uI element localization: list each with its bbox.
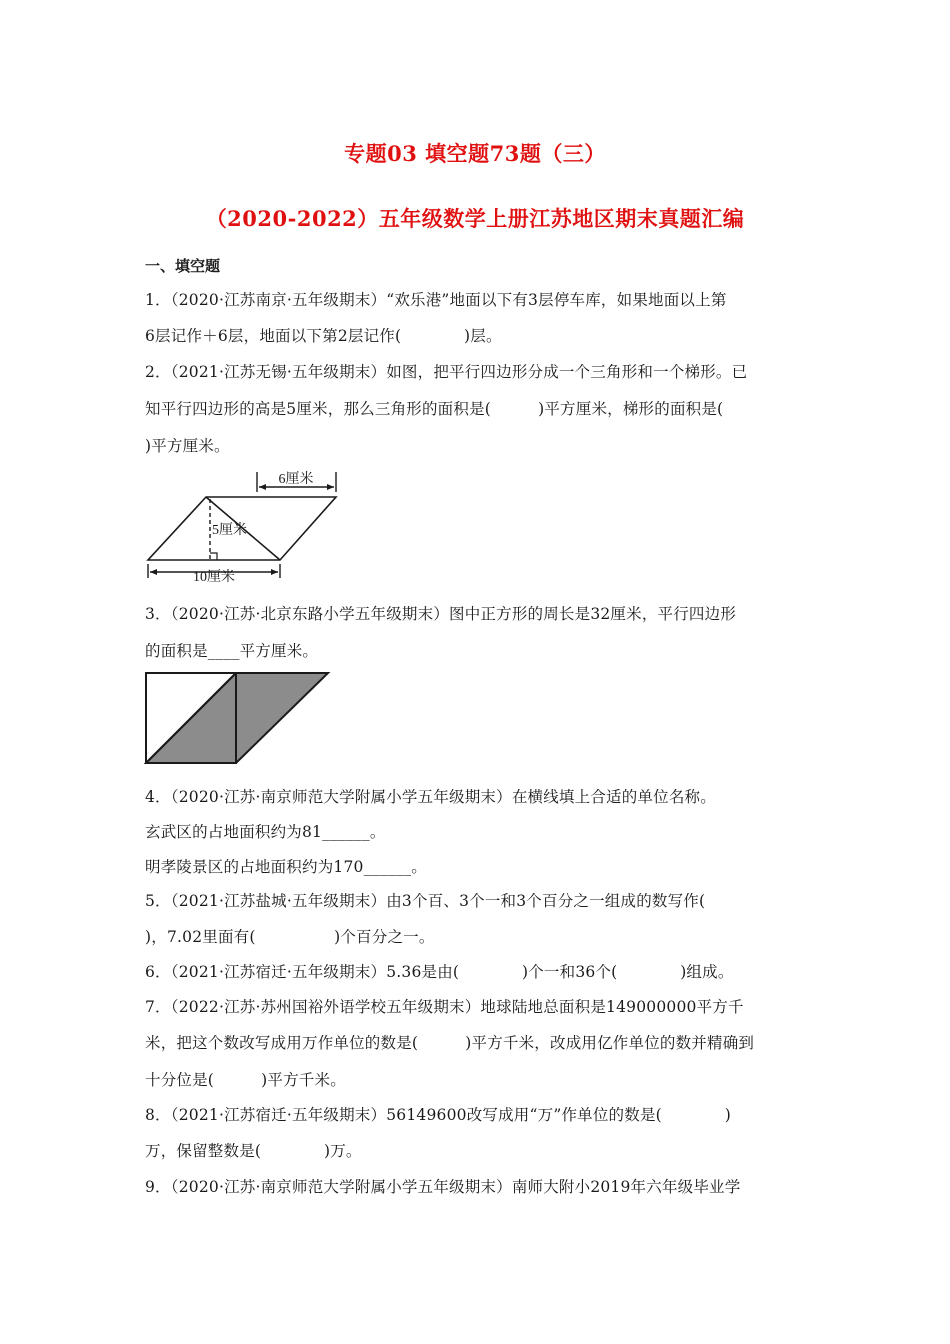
- question-line: 3．（2020·江苏·北京东路小学五年级期末）图中正方形的周长是32厘米，平行四边形: [145, 605, 737, 623]
- question-line: 7．（2022·江苏·苏州国裕外语学校五年级期末）地球陆地总面积是149000000平方千: [145, 998, 744, 1016]
- question-line: 8．（2021·江苏宿迁·五年级期末）56149600改写成用“万”作单位的数是( ): [145, 1106, 731, 1124]
- question-line: 十分位是( )平方千米。: [145, 1071, 346, 1089]
- height-label: 5厘米: [212, 523, 247, 538]
- question-line: 5．（2021·江苏盐城·五年级期末）由3个百、3个一和3个百分之一组成的数写作(: [145, 892, 706, 910]
- top-length-label: 6厘米: [278, 472, 314, 487]
- square-parallelogram-figure: [144, 671, 334, 769]
- question-line: 万，保留整数是( )万。: [145, 1142, 362, 1160]
- question-line: 玄武区的占地面积约为81______。: [145, 823, 386, 841]
- question-line: 4．（2020·江苏·南京师范大学附属小学五年级期末）在横线填上合适的单位名称。: [145, 788, 716, 806]
- page-title: 专题03 填空题73题（三）: [344, 141, 606, 166]
- question-line: 9．（2020·江苏·南京师范大学附属小学五年级期末）南师大附小2019年六年级毕业学: [145, 1178, 741, 1196]
- question-line: 1．（2020·江苏南京·五年级期末）“欢乐港”地面以下有3层停车库，如果地面以上第: [145, 291, 727, 309]
- question-line: 明孝陵景区的占地面积约为170______。: [145, 858, 427, 876]
- base-length-label: 10厘米: [193, 570, 235, 585]
- question-line: 6层记作＋6层，地面以下第2层记作( )层。: [145, 327, 502, 345]
- question-line: 2．（2021·江苏无锡·五年级期末）如图，把平行四边形分成一个三角形和一个梯形。已: [145, 363, 748, 381]
- page-subtitle: （2020-2022）五年级数学上册江苏地区期末真题汇编: [205, 206, 745, 231]
- question-line: 知平行四边形的高是5厘米，那么三角形的面积是( )平方厘米，梯形的面积是(: [145, 400, 724, 418]
- question-line: 6．（2021·江苏宿迁·五年级期末）5.36是由( )个一和36个( )组成。: [145, 963, 734, 981]
- question-line: )平方厘米。: [145, 437, 230, 455]
- question-line: )，7.02里面有( )个百分之一。: [145, 928, 435, 946]
- question-line: 的面积是____平方厘米。: [145, 642, 319, 660]
- parallelogram-figure: [144, 466, 344, 586]
- question-line: 米，把这个数改写成用万作单位的数是( )平方千米，改成用亿作单位的数并精确到: [145, 1034, 755, 1052]
- section-heading: 一、填空题: [145, 257, 221, 275]
